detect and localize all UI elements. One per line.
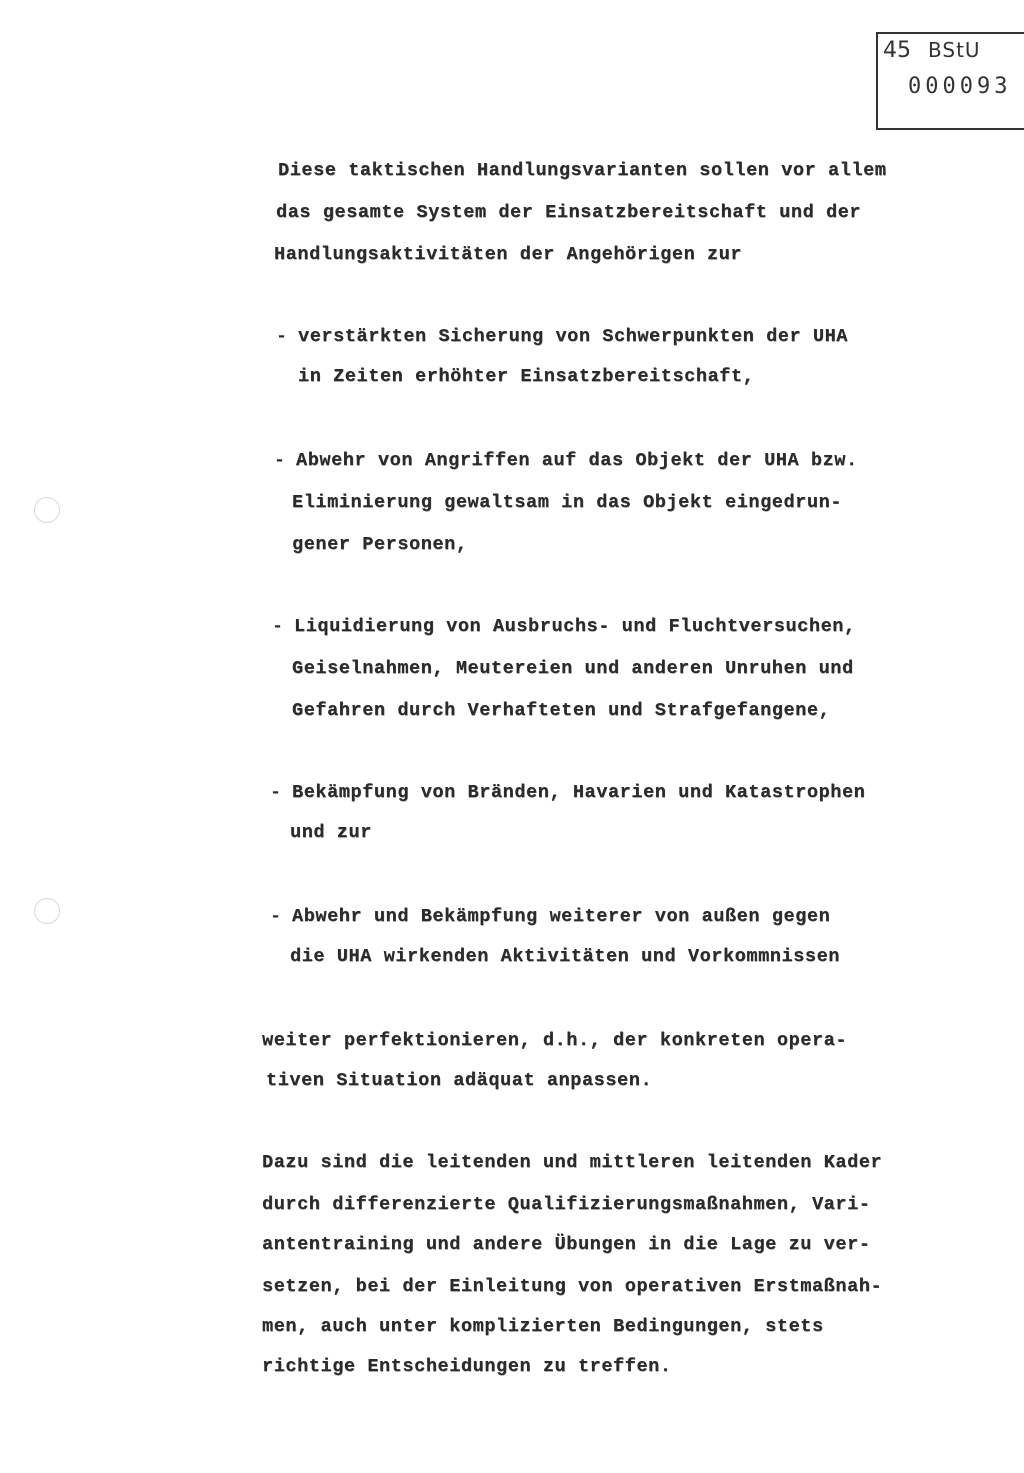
bullet-line: in Zeiten erhöhter Einsatzbereitschaft, <box>298 366 755 387</box>
bullet-marker: - <box>272 616 284 637</box>
paragraph-line: setzen, bei der Einleitung von operativen Erstmaßnah- <box>262 1276 883 1297</box>
paragraph-line: antentraining und andere Übungen in die Lage zu ver- <box>262 1234 871 1255</box>
punch-hole-bottom <box>34 898 60 924</box>
intro-line: das gesamte System der Einsatzbereitschaft und der <box>276 202 862 223</box>
bullet-marker: - <box>276 326 288 347</box>
archive-stamp <box>876 32 1024 130</box>
intro-line: Diese taktischen Handlungsvarianten sollen vor allem <box>278 160 887 181</box>
bullet-line: gener Personen, <box>292 534 468 555</box>
bullet-marker: - <box>270 782 282 803</box>
stamp-page-number: 45 <box>883 38 911 63</box>
bullet-line: Abwehr von Angriffen auf das Objekt der UHA bzw. <box>296 450 858 471</box>
bullet-line: Bekämpfung von Bränden, Havarien und Katastrophen <box>292 782 866 803</box>
bullet-line: Gefahren durch Verhafteten und Strafgefangene, <box>292 700 831 721</box>
paragraph-line: men, auch unter komplizierten Bedingungen, stets <box>262 1316 824 1337</box>
paragraph-line: durch differenzierte Qualifizierungsmaßnahmen, Vari- <box>262 1194 871 1215</box>
closing-line: weiter perfektionieren, d.h., der konkreten opera- <box>262 1030 848 1051</box>
bullet-line: die UHA wirkenden Aktivitäten und Vorkommnissen <box>290 946 840 967</box>
punch-hole-top <box>34 497 60 523</box>
bullet-line: verstärkten Sicherung von Schwerpunkten der UHA <box>298 326 848 347</box>
bullet-line: Eliminierung gewaltsam in das Objekt eingedrun- <box>292 492 842 513</box>
bullet-marker: - <box>274 450 286 471</box>
intro-line: Handlungsaktivitäten der Angehörigen zur <box>274 244 743 265</box>
paragraph-line: Dazu sind die leitenden und mittleren leitenden Kader <box>262 1152 883 1173</box>
bullet-line: Liquidierung von Ausbruchs- und Fluchtversuchen, <box>294 616 856 637</box>
closing-line: tiven Situation adäquat anpassen. <box>266 1070 653 1091</box>
bullet-line: Geiselnahmen, Meutereien und anderen Unruhen und <box>292 658 854 679</box>
bullet-line: und zur <box>290 822 372 843</box>
bullet-line: Abwehr und Bekämpfung weiterer von außen gegen <box>292 906 831 927</box>
stamp-institution: BStU <box>928 38 981 62</box>
bullet-marker: - <box>270 906 282 927</box>
stamp-archive-number: 000093 <box>908 74 1012 99</box>
paragraph-line: richtige Entscheidungen zu treffen. <box>262 1356 672 1377</box>
